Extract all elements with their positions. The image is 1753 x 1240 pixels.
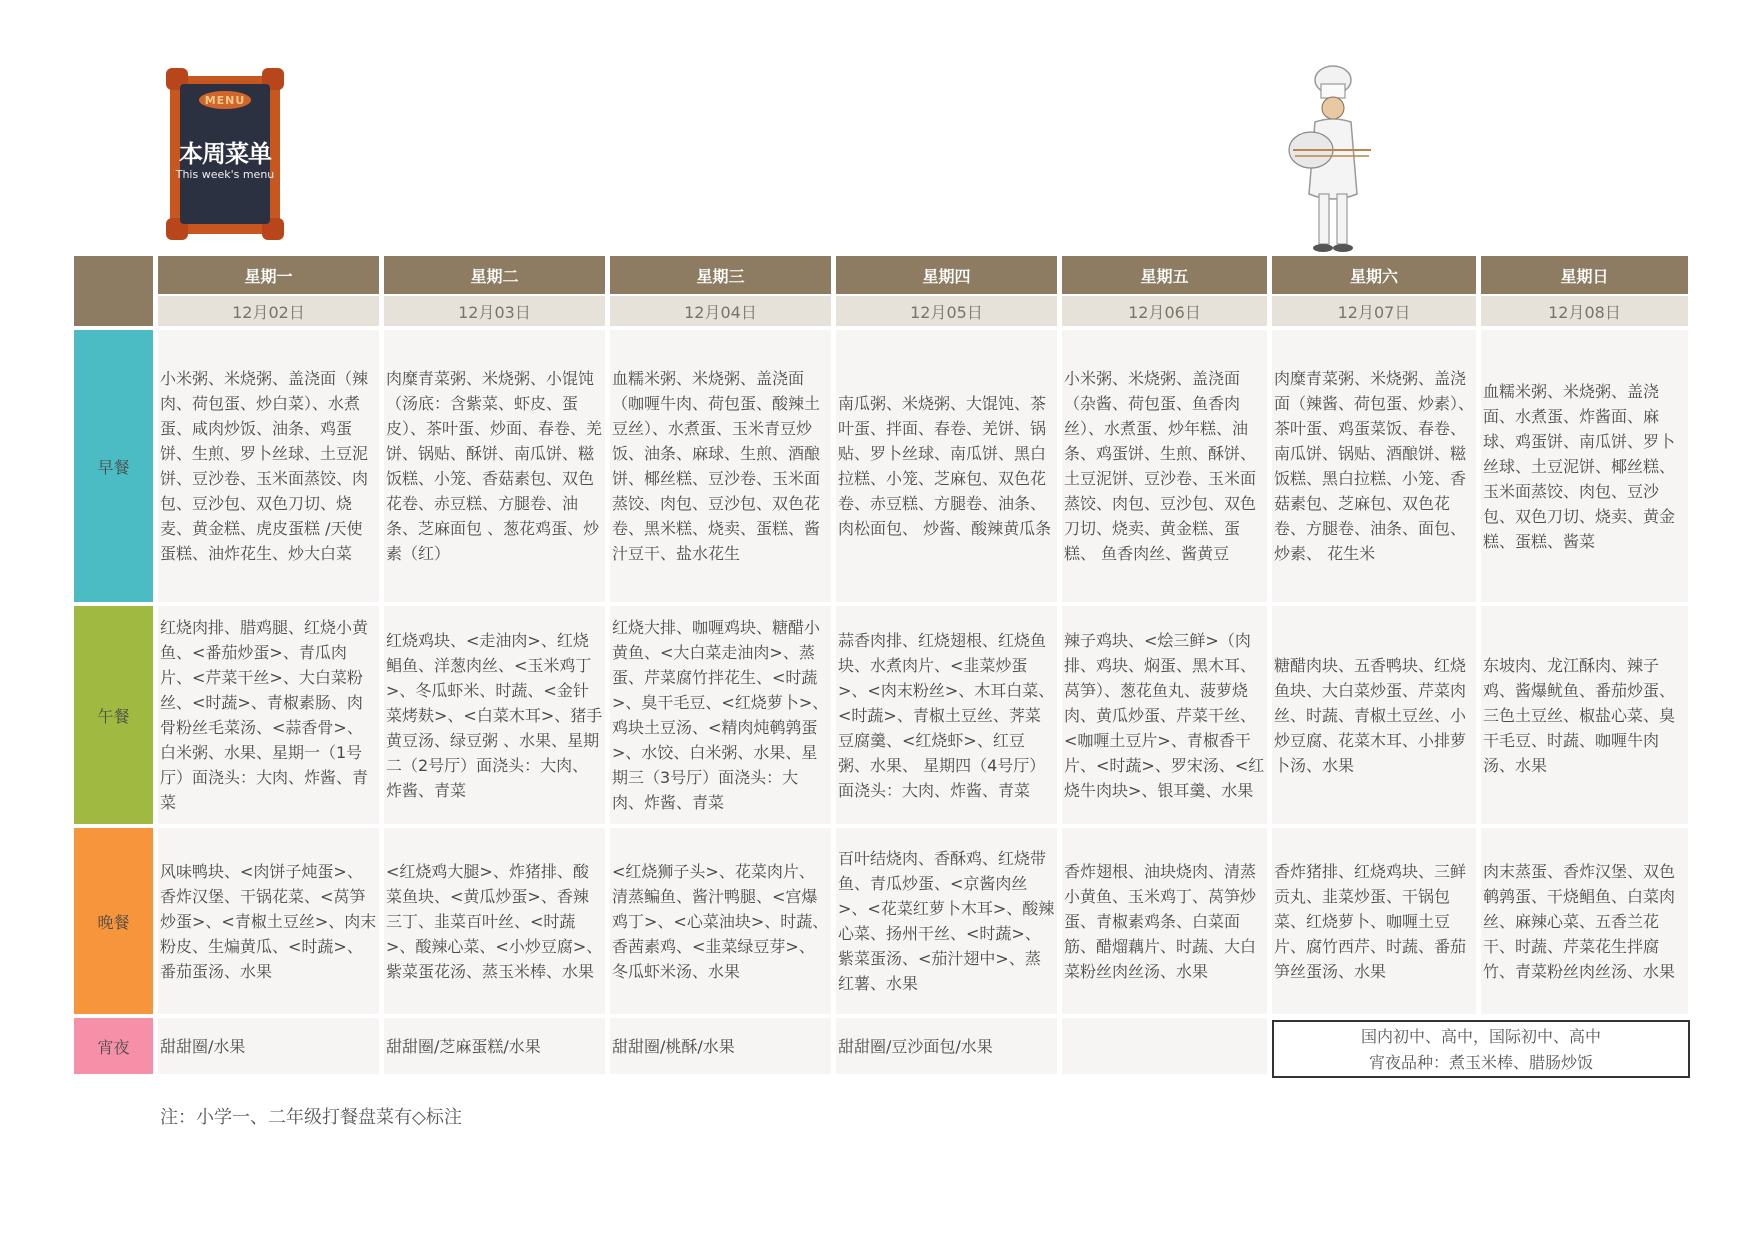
date-sun: 12月08日 [1481,296,1688,326]
menu-text: 血糯米粥、米烧粥、盖浇面、水煮蛋、炸酱面、麻球、鸡蛋饼、南瓜饼、罗卜丝球、土豆泥饼、椰丝糕、玉米面蒸饺、肉包、豆沙包、双色刀切、烧卖、黄金糕、蛋糕、酱菜 [1483,381,1676,551]
menu-text: 红烧大排、咖喱鸡块、糖醋小黄鱼、<大白菜走油肉>、蒸蛋、芹菜腐竹拌花生、<时蔬>、臭干毛豆、<红烧萝卜>、鸡块土豆汤、<精肉炖鹌鹑蛋>、水饺、白米粥、水果、星期三（3号厅）面浇头：大肉、炸酱、青菜 [612,618,829,812]
meal-label-lunch: 午餐 [74,606,153,824]
date-sat: 12月07日 [1272,296,1476,326]
day-header-thu: 星期四 [836,256,1057,294]
date-wed: 12月04日 [610,296,831,326]
day-header-mon: 星期一 [158,256,379,294]
menu-text: 小米粥、米烧粥、盖浇面（杂酱、荷包蛋、鱼香肉丝）、水煮蛋、炒年糕、油条、鸡蛋饼、生煎、酥饼、土豆泥饼、豆沙卷、玉米面蒸饺、肉包、豆沙包、双色刀切、烧卖、黄金糕、蛋糕、 鱼香肉丝、酱黄豆 [1064,369,1257,563]
menu-text: 香炸猪排、红烧鸡块、三鲜贡丸、韭菜炒蛋、干锅包菜、红烧萝卜、咖喱土豆片、腐竹西芹、时蔬、番茄笋丝蛋汤、水果 [1274,861,1467,981]
menu-text: 甜甜圈/水果 [160,1036,246,1056]
date-thu: 12月05日 [836,296,1057,326]
menu-text: 肉糜青菜粥、米烧粥、小馄饨（汤底：含紫菜、虾皮、蛋皮）、茶叶蛋、炒面、春卷、羌 饼、锅贴、酥饼、南瓜饼、糍饭糕、小笼、香菇素包、双色花卷、赤豆糕、方腿卷、油条、芝麻面包 、葱花鸡蛋、炒素（红） [386,369,603,563]
menu-text: 风味鸭块、<肉饼子炖蛋>、香炸汉堡、干锅花菜、<莴笋炒蛋>、<青椒土豆丝>、肉末粉皮、生煸黄瓜、<时蔬>、番茄蛋汤、水果 [160,861,377,981]
lunch-sat [1272,606,1476,824]
menu-text: 血糯米粥、米烧粥、盖浇面（咖喱牛肉、荷包蛋、酸辣土豆丝）、水煮蛋、玉米青豆炒饭、油条、麻球、生煎、酒酿饼、椰丝糕、豆沙卷、玉米面蒸饺、肉包、豆沙包、双色花卷、黑米糕、烧卖、蛋糕、酱汁豆干、盐水花生 [612,369,821,563]
footnote: 注：小学一、二年级打餐盘菜有◇标注 [160,1107,462,1128]
day-header-fri: 星期五 [1062,256,1267,294]
lunch-mon [158,606,379,824]
dinner-mon [158,828,379,1014]
menu-text: 东坡肉、龙江酥肉、辣子鸡、酱爆鱿鱼、番茄炒蛋、三色土豆丝、椒盐心菜、臭干毛豆、时蔬、咖喱牛肉汤、水果 [1483,655,1676,775]
menu-text: 糖醋肉块、五香鸭块、红烧鱼块、大白菜炒蛋、芹菜肉丝、时蔬、青椒土豆丝、小炒豆腐、花菜木耳、小排萝卜汤、水果 [1274,655,1467,775]
dinner-thu [836,828,1057,1014]
date-fri: 12月06日 [1062,296,1267,326]
menu-text: 肉末蒸蛋、香炸汉堡、双色鹌鹑蛋、干烧鲳鱼、白菜肉丝、麻辣心菜、五香兰花干、时蔬、芹菜花生拌腐竹、青菜粉丝肉丝汤、水果 [1483,861,1676,981]
chef-icon [1275,64,1385,256]
meal-label-night-snack: 宵夜 [74,1018,153,1074]
night-snack-wed [610,1018,831,1074]
logo-subtitle: This week's menu [175,168,275,181]
menu-logo [166,68,284,240]
meal-label-breakfast: 早餐 [74,330,153,602]
menu-text: 南瓜粥、米烧粥、大馄饨、茶叶蛋、拌面、春卷、羌饼、锅贴、罗卜丝球、南瓜饼、黑白拉糕、小笼、芝麻包、双色花卷、赤豆糕、方腿卷、油条、肉松面包、 炒酱、酸辣黄瓜条 [838,394,1052,538]
menu-text: <红烧鸡大腿>、炸猪排、酸菜鱼块、<黄瓜炒蛋>、香辣三丁、韭菜百叶丝、<时蔬>、酸辣心菜、<小炒豆腐>、紫菜蛋花汤、蒸玉米棒、水果 [386,861,603,981]
breakfast-thu [836,330,1057,602]
day-header-sat: 星期六 [1272,256,1476,294]
dinner-wed [610,828,831,1014]
menu-text: 小米粥、米烧粥、盖浇面（辣肉、荷包蛋、炒白菜）、水煮蛋、咸肉炒饭、油条、鸡蛋饼、生煎、罗卜丝球、土豆泥饼、豆沙卷、玉米面蒸饺、肉包、豆沙包、双色刀切、烧麦、黄金糕、虎皮蛋糕 /天使蛋糕、油炸花生、炒大白菜 [160,369,369,563]
menu-text: 红烧鸡块、<走油肉>、红烧鲳鱼、洋葱肉丝、<玉米鸡丁>、冬瓜虾米、时蔬、<金针菜烤麸>、<白菜木耳>、猪手黄豆汤、绿豆粥 、水果、星期二（2号厅）面浇头：大肉、炸酱、青菜 [386,630,603,800]
night-snack-thu [836,1018,1057,1074]
meal-label-dinner: 晚餐 [74,828,153,1014]
header-corner [74,256,153,326]
lunch-wed [610,606,831,824]
lunch-tue [384,606,605,824]
logo-menu-label: MENU [204,94,246,107]
menu-text: <红烧狮子头>、花菜肉片、清蒸鳊鱼、酱汁鸭腿、<宫爆鸡丁>、<心菜油块>、时蔬、香茜素鸡、<韭菜绿豆芽>、冬瓜虾米汤、水果 [612,861,829,981]
day-header-sun: 星期日 [1481,256,1688,294]
night-snack-mon [158,1018,379,1074]
menu-text: 甜甜圈/桃酥/水果 [612,1036,735,1056]
menu-text: 红烧肉排、腊鸡腿、红烧小黄鱼、<番茄炒蛋>、青瓜肉片、<芹菜干丝>、大白菜粉丝、<时蔬>、青椒素肠、肉骨粉丝毛菜汤、<蒜香骨>、白米粥、水果、星期一（1号厅）面浇头：大肉、炸酱、青菜 [160,618,369,812]
logo-title: 本周菜单 [179,140,271,168]
menu-text: 百叶结烧肉、香酥鸡、红烧带鱼、青瓜炒蛋、<京酱肉丝>、<花菜红萝卜木耳>、酸辣心菜、扬州干丝、<时蔬>、紫菜蛋汤、<茄汁翅中>、蒸红薯、水果 [838,849,1055,993]
menu-text: 甜甜圈/豆沙面包/水果 [838,1036,993,1056]
dinner-sun [1481,828,1688,1014]
menu-text: 蒜香肉排、红烧翅根、红烧鱼块、水煮肉片、<韭菜炒蛋>、<肉末粉丝>、木耳白菜、<时蔬>、青椒土豆丝、荠菜豆腐羹、<红烧虾>、红豆粥、水果、 星期四（4号厅）面浇头：大肉、炸酱、青菜 [838,630,1055,800]
lunch-fri [1062,606,1267,824]
breakfast-sun [1481,330,1688,602]
night-snack-tue [384,1018,605,1074]
date-mon: 12月02日 [158,296,379,326]
weekend-night-snack-note [1272,1020,1690,1078]
night-snack-fri [1062,1018,1267,1074]
dinner-sat [1272,828,1476,1014]
note-line-1: 国内初中、高中，国际初中、高中 [1360,1027,1601,1046]
menu-text: 肉糜青菜粥、米烧粥、盖浇面（辣酱、荷包蛋、炒素）、茶叶蛋、鸡蛋菜饭、春卷、南瓜饼、锅贴、酒酿饼、糍饭糕、黑白拉糕、小笼、香菇素包、芝麻包、双色花卷、方腿卷、油条、面包、炒素、 花生米 [1274,369,1475,563]
lunch-thu [836,606,1057,824]
lunch-sun [1481,606,1688,824]
dinner-fri [1062,828,1267,1014]
date-tue: 12月03日 [384,296,605,326]
breakfast-fri [1062,330,1267,602]
breakfast-sat [1272,330,1476,602]
day-header-tue: 星期二 [384,256,605,294]
day-header-wed: 星期三 [610,256,831,294]
menu-text: 香炸翅根、油块烧肉、清蒸小黄鱼、玉米鸡丁、莴笋炒蛋、青椒素鸡条、白菜面筋、醋熘藕片、时蔬、大白菜粉丝肉丝汤、水果 [1064,861,1257,981]
breakfast-tue [384,330,605,602]
breakfast-wed [610,330,831,602]
note-line-2: 宵夜品种：煮玉米棒、腊肠炒饭 [1368,1053,1593,1072]
menu-text: 辣子鸡块、<烩三鲜>（肉排、鸡块、焖蛋、黑木耳、莴笋）、葱花鱼丸、菠萝烧肉、黄瓜炒蛋、芹菜干丝、<咖喱土豆片>、青椒香干片、<时蔬>、罗宋汤、<红烧牛肉块>、银耳羹、水果 [1064,630,1265,800]
menu-text: 甜甜圈/芝麻蛋糕/水果 [386,1036,541,1056]
dinner-tue [384,828,605,1014]
breakfast-mon [158,330,379,602]
